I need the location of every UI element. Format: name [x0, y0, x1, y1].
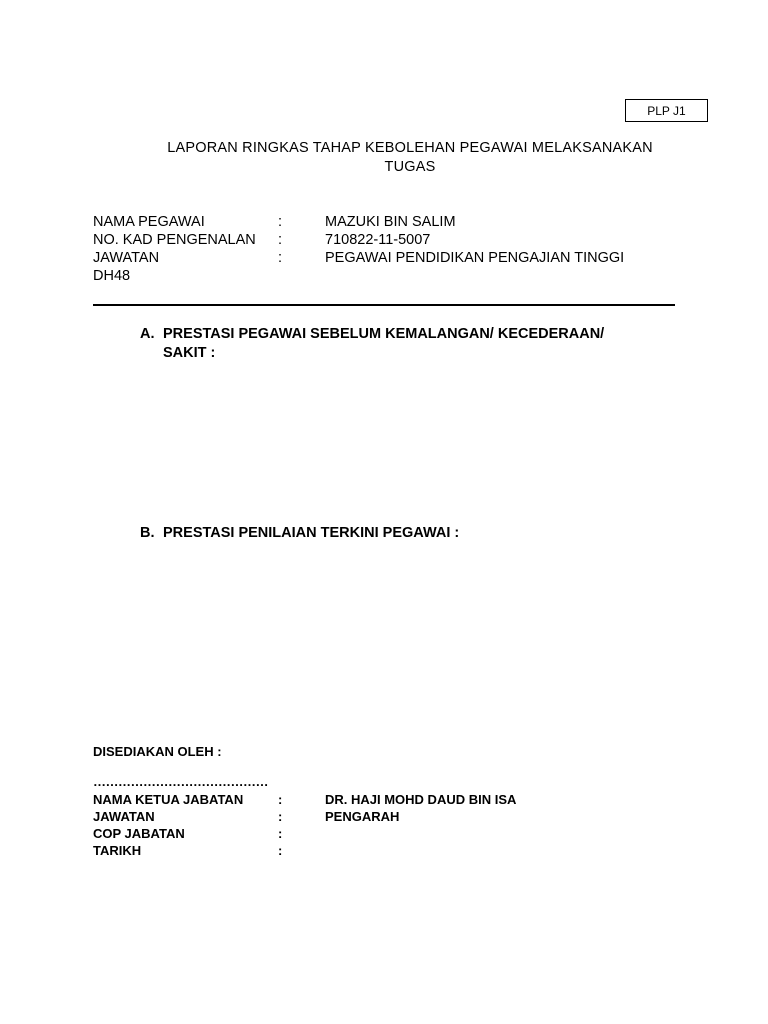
section-b-letter: B. [140, 525, 155, 541]
officer-ic-colon: : [278, 232, 283, 248]
section-a-letter: A. [140, 326, 155, 342]
date-label: TARIKH [93, 843, 142, 858]
stamp-colon: : [278, 826, 283, 841]
officer-position-grade: DH48 [93, 268, 131, 284]
horizontal-divider [93, 304, 675, 306]
head-name-colon: : [278, 792, 283, 807]
head-position-label: JAWATAN [93, 809, 155, 824]
date-colon: : [278, 843, 283, 858]
officer-ic-value: 710822-11-5007 [325, 232, 431, 248]
head-position-value: PENGARAH [325, 809, 400, 824]
officer-ic-label: NO. KAD PENGENALAN [93, 232, 256, 248]
signature-line: …………………………………… [93, 774, 268, 789]
officer-position-label: JAWATAN [93, 250, 160, 266]
section-a-heading: PRESTASI PEGAWAI SEBELUM KEMALANGAN/ KECEDERAAN/ SAKIT : [163, 326, 605, 361]
form-code-box: PLP J1 [625, 99, 708, 122]
title-line-1: LAPORAN RINGKAS TAHAP KEBOLEHAN PEGAWAI MELAKSANAKAN [167, 140, 653, 156]
officer-name-colon: : [278, 214, 283, 230]
head-position-colon: : [278, 809, 283, 824]
officer-position-value: PEGAWAI PENDIDIKAN PENGAJIAN TINGGI [325, 250, 625, 266]
officer-name-label: NAMA PEGAWAI [93, 214, 205, 230]
officer-position-colon: : [278, 250, 283, 266]
stamp-label: COP JABATAN [93, 826, 185, 841]
prepared-by-label: DISEDIAKAN OLEH : [93, 744, 222, 759]
head-name-value: DR. HAJI MOHD DAUD BIN ISA [325, 792, 517, 807]
document-title [140, 139, 680, 177]
title-line-2: TUGAS [384, 159, 436, 175]
officer-name-value: MAZUKI BIN SALIM [325, 214, 456, 230]
section-b-heading: PRESTASI PENILAIAN TERKINI PEGAWAI : [163, 525, 460, 541]
head-name-label: NAMA KETUA JABATAN [93, 792, 244, 807]
